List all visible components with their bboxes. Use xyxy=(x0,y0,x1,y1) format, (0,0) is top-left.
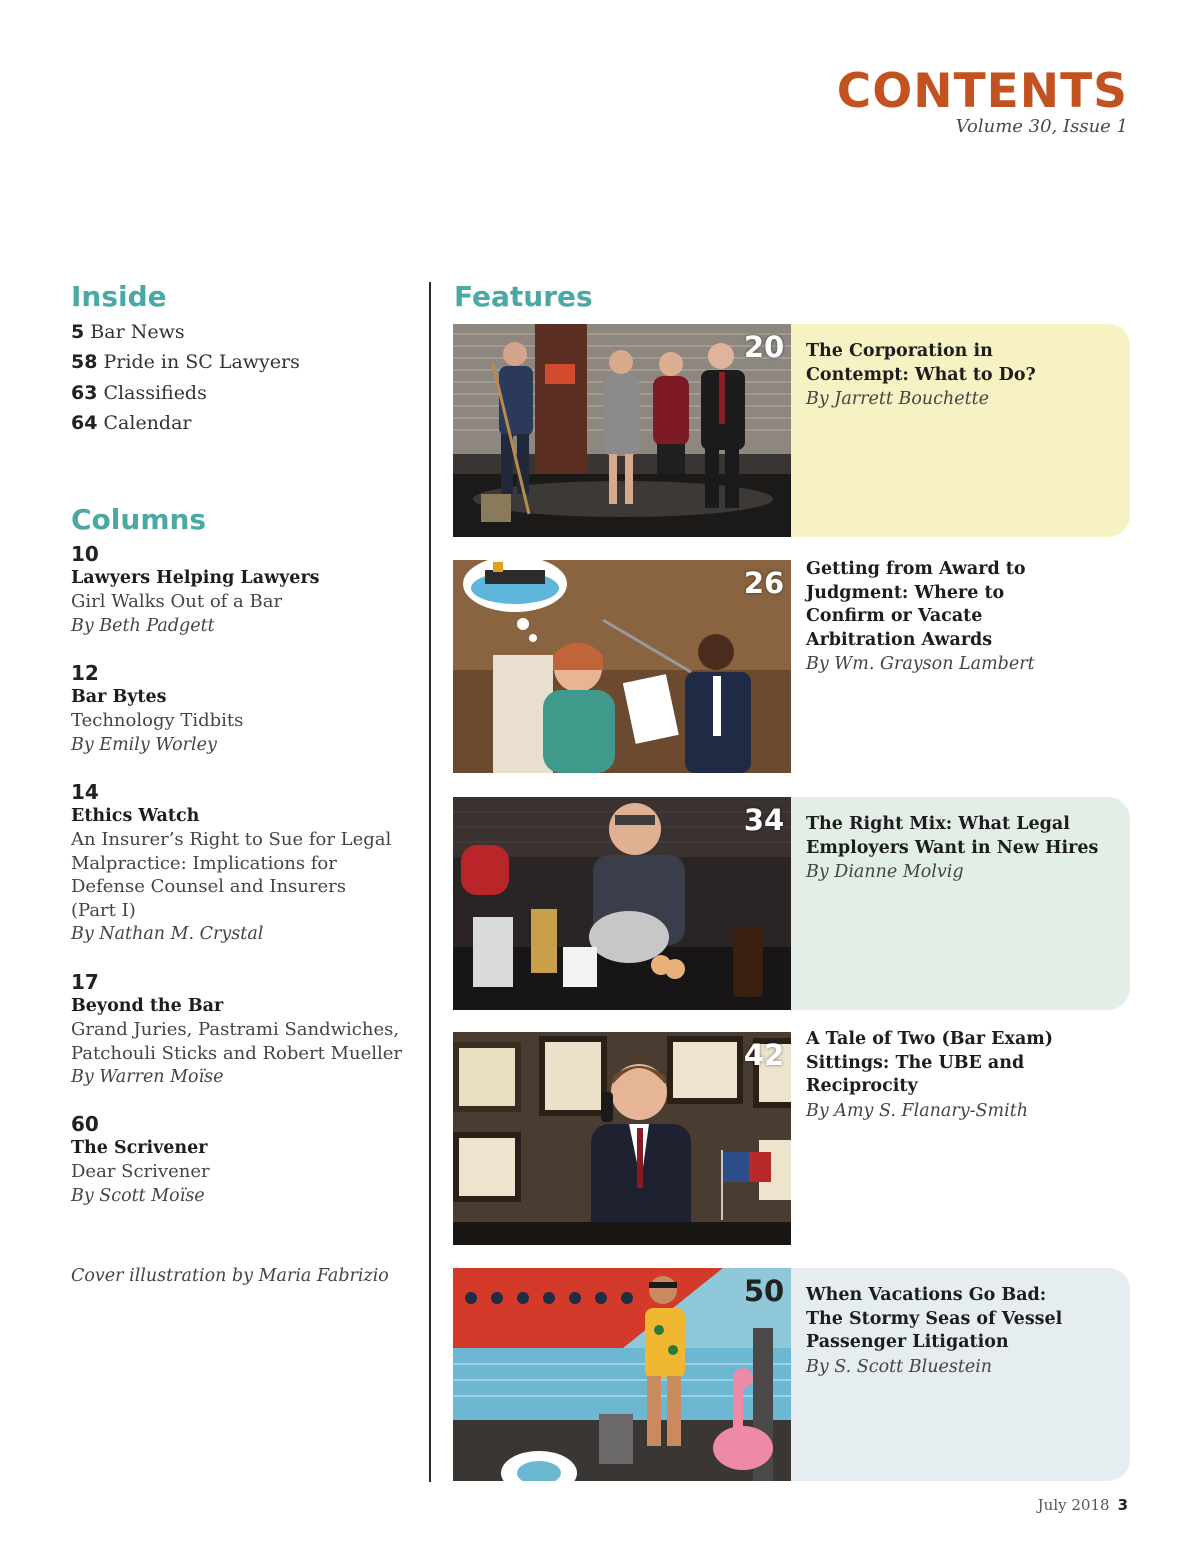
column-page: 10 xyxy=(71,542,99,566)
column-entry[interactable] xyxy=(71,661,416,757)
feature-title-line: Getting from Award to xyxy=(806,559,1026,579)
column-page: 12 xyxy=(71,661,99,685)
column-subtitle-line: An Insurer’s Right to Sue for Legal xyxy=(71,829,392,850)
column-author: By Emily Worley xyxy=(71,734,217,755)
column-subtitle-line: Malpractice: Implications for xyxy=(71,852,337,874)
inside-item-page: 64 xyxy=(71,412,98,435)
column-title: Lawyers Helping Lawyers xyxy=(71,568,320,588)
inside-heading: Inside xyxy=(71,280,167,313)
column-title: Beyond the Bar xyxy=(71,996,224,1016)
column-author: By Nathan M. Crystal xyxy=(71,924,264,944)
feature-author: By S. Scott Bluestein xyxy=(806,1356,993,1377)
feature-title-line: Employers Want in New Hires xyxy=(806,837,1099,858)
column-subtitle: Girl Walks Out of a Bar xyxy=(71,591,283,612)
feature-title-line: The Right Mix: What Legal xyxy=(806,814,1070,834)
column-subtitle-line: (Part I) xyxy=(71,899,136,921)
feature-title-line: When Vacations Go Bad: xyxy=(806,1285,1047,1305)
inside-item-label: Classifieds xyxy=(103,381,207,404)
issue-date: July 2018 xyxy=(1037,1496,1110,1514)
column-author: By Beth Padgett xyxy=(71,615,215,636)
inside-item-label: Bar News xyxy=(90,320,185,343)
column-page: 14 xyxy=(71,780,99,804)
feature-title-line: Passenger Litigation xyxy=(806,1332,1009,1352)
column-title: Ethics Watch xyxy=(71,806,200,826)
inside-list xyxy=(71,317,416,439)
column-subtitle: Dear Scrivener xyxy=(71,1161,210,1182)
inside-item-label: Calendar xyxy=(103,412,192,435)
feature-page-number: 34 xyxy=(743,803,785,837)
page-title: CONTENTS xyxy=(836,64,1128,119)
column-title: The Scrivener xyxy=(71,1138,208,1158)
column-entry[interactable] xyxy=(71,1112,416,1208)
feature-text xyxy=(806,1028,1106,1123)
feature-page-number: 26 xyxy=(743,566,785,600)
column-subtitle-line: Grand Juries, Pastrami Sandwiches, xyxy=(71,1019,400,1040)
column-entry[interactable] xyxy=(71,970,416,1089)
page-footer xyxy=(1038,1496,1128,1514)
feature-author: By Jarrett Bouchette xyxy=(806,389,989,409)
columns-heading: Columns xyxy=(71,503,207,536)
feature-card[interactable] xyxy=(453,1268,1130,1481)
inside-item-label: Pride in SC Lawyers xyxy=(103,351,300,374)
column-divider xyxy=(429,282,431,1482)
feature-text xyxy=(806,1284,1106,1379)
feature-title-line: Judgment: Where to xyxy=(806,582,1005,603)
column-author: By Warren Moïse xyxy=(71,1067,224,1087)
column-page: 60 xyxy=(71,1112,99,1136)
feature-text xyxy=(806,813,1106,884)
column-subtitle-line: Defense Counsel and Insurers xyxy=(71,876,346,897)
feature-text xyxy=(806,340,1106,411)
column-subtitle: Technology Tidbits xyxy=(71,710,244,731)
feature-author: By Dianne Molvig xyxy=(806,862,964,882)
feature-page-number: 42 xyxy=(743,1038,785,1072)
page-number: 3 xyxy=(1117,1496,1128,1514)
inside-item-page: 5 xyxy=(71,320,85,343)
feature-title-line: The Corporation in xyxy=(806,341,993,361)
feature-title-line: Contempt: What to Do? xyxy=(806,364,1036,385)
feature-title-line: Confirm or Vacate xyxy=(806,606,983,626)
inside-item-page: 58 xyxy=(71,351,98,374)
feature-card[interactable] xyxy=(453,560,1130,773)
feature-page-number: 50 xyxy=(743,1274,785,1308)
feature-title-line: A Tale of Two (Bar Exam) xyxy=(806,1029,1054,1049)
column-entry[interactable] xyxy=(71,542,416,638)
feature-card[interactable] xyxy=(453,1029,1130,1245)
inside-item[interactable] xyxy=(71,378,416,409)
inside-item[interactable] xyxy=(71,347,416,378)
cover-credit: Cover illustration by Maria Fabrizio xyxy=(71,1266,389,1286)
feature-page-number: 20 xyxy=(743,330,785,364)
feature-card[interactable] xyxy=(453,324,1130,537)
column-title: Bar Bytes xyxy=(71,687,167,707)
feature-author: By Amy S. Flanary-Smith xyxy=(806,1100,1029,1121)
inside-item-page: 63 xyxy=(71,381,98,404)
features-heading: Features xyxy=(454,280,593,313)
inside-section xyxy=(71,282,416,439)
feature-text xyxy=(806,558,1106,676)
column-author: By Scott Moïse xyxy=(71,1185,205,1206)
inside-item[interactable] xyxy=(71,317,416,348)
feature-author: By Wm. Grayson Lambert xyxy=(806,654,1035,674)
column-subtitle-line: Patchouli Sticks and Robert Mueller xyxy=(71,1042,403,1064)
contents-header xyxy=(837,66,1128,137)
feature-title-line: Sittings: The UBE and xyxy=(806,1052,1025,1073)
volume-issue: Volume 30, Issue 1 xyxy=(955,115,1128,137)
feature-title-line: The Stormy Seas of Vessel xyxy=(806,1308,1063,1329)
column-entry[interactable] xyxy=(71,780,416,946)
feature-card[interactable] xyxy=(453,797,1130,1010)
inside-item[interactable] xyxy=(71,408,416,439)
feature-title-line: Reciprocity xyxy=(806,1076,918,1096)
column-page: 17 xyxy=(71,970,99,994)
feature-title-line: Arbitration Awards xyxy=(806,629,993,650)
